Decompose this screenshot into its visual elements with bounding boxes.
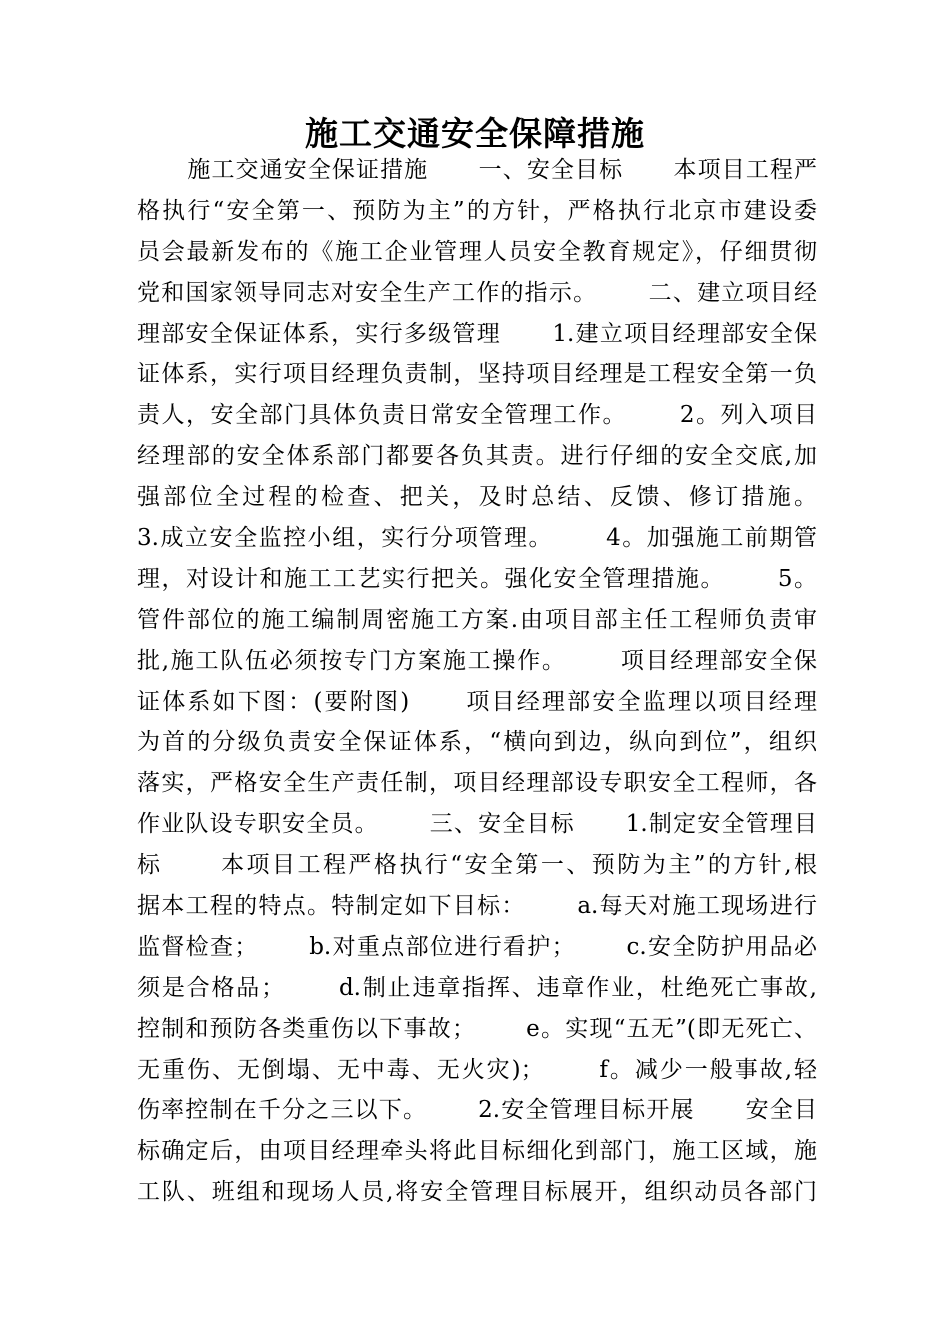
text-line: 控制和预防各类重伤以下事故； e。实现“五无”(即无死亡、 xyxy=(137,1015,817,1042)
text-line: 管件部位的施工编制周密施工方案.由项目部主任工程师负责审 xyxy=(137,606,817,633)
text-line: 伤率控制在千分之三以下。 2.安全管理目标开展 安全目 xyxy=(137,1097,817,1124)
text-line: 工队、班组和现场人员,将安全管理目标展开，组织动员各部门 xyxy=(137,1179,817,1206)
text-line: 证体系如下图：(要附图) 项目经理部安全监理以项目经理 xyxy=(137,688,817,715)
text-line: 施工交通安全保证措施 一、安全目标 本项目工程严 xyxy=(137,157,817,183)
text-line: 监督检查； b.对重点部位进行看护； c.安全防护用品必 xyxy=(137,933,817,960)
text-line: 理，对设计和施工工艺实行把关。强化安全管理措施。 5。 xyxy=(137,565,817,592)
text-line: 理部安全保证体系，实行多级管理 1.建立项目经理部安全保 xyxy=(137,320,817,347)
text-line: 格执行“安全第一、预防为主”的方针，严格执行北京市建设委 xyxy=(137,197,817,224)
text-line: 无重伤、无倒塌、无中毒、无火灾)； f。减少一般事故,轻 xyxy=(137,1056,817,1083)
text-line: 须是合格品； d.制止违章指挥、违章作业，杜绝死亡事故, xyxy=(137,974,817,1001)
text-line: 批,施工队伍必须按专门方案施工操作。 项目经理部安全保 xyxy=(137,647,817,674)
page-title: 施工交通安全保障措施 xyxy=(305,114,645,153)
text-line: 员会最新发布的《施工企业管理人员安全教育规定》，仔细贯彻 xyxy=(137,238,817,265)
text-line: 落实，严格安全生产责任制，项目经理部设专职安全工程师，各 xyxy=(137,770,817,797)
text-line: 据本工程的特点。特制定如下目标： a.每天对施工现场进行 xyxy=(137,893,817,920)
text-line: 标 本项目工程严格执行“安全第一、预防为主”的方针,根 xyxy=(137,852,817,879)
text-line: 为首的分级负责安全保证体系，“横向到边，纵向到位”，组织 xyxy=(137,729,817,756)
text-line: 党和国家领导同志对安全生产工作的指示。 二、建立项目经 xyxy=(137,279,817,306)
text-line: 标确定后，由项目经理牵头将此目标细化到部门，施工区域，施 xyxy=(137,1138,817,1165)
text-line: 强部位全过程的检查、把关，及时总结、反馈、修订措施。 xyxy=(137,484,817,511)
text-line: 证体系，实行项目经理负责制，坚持项目经理是工程安全第一负 xyxy=(137,361,817,388)
text-line: 3.成立安全监控小组，实行分项管理。 4。加强施工前期管 xyxy=(137,525,817,552)
text-line: 经理部的安全体系部门都要各负其责。进行仔细的安全交底,加 xyxy=(137,443,817,470)
text-line: 作业队设专职安全员。 三、安全目标 1.制定安全管理目 xyxy=(137,811,817,838)
body-text xyxy=(137,150,817,1213)
text-line: 责人，安全部门具体负责日常安全管理工作。 2。列入项目 xyxy=(137,402,817,429)
